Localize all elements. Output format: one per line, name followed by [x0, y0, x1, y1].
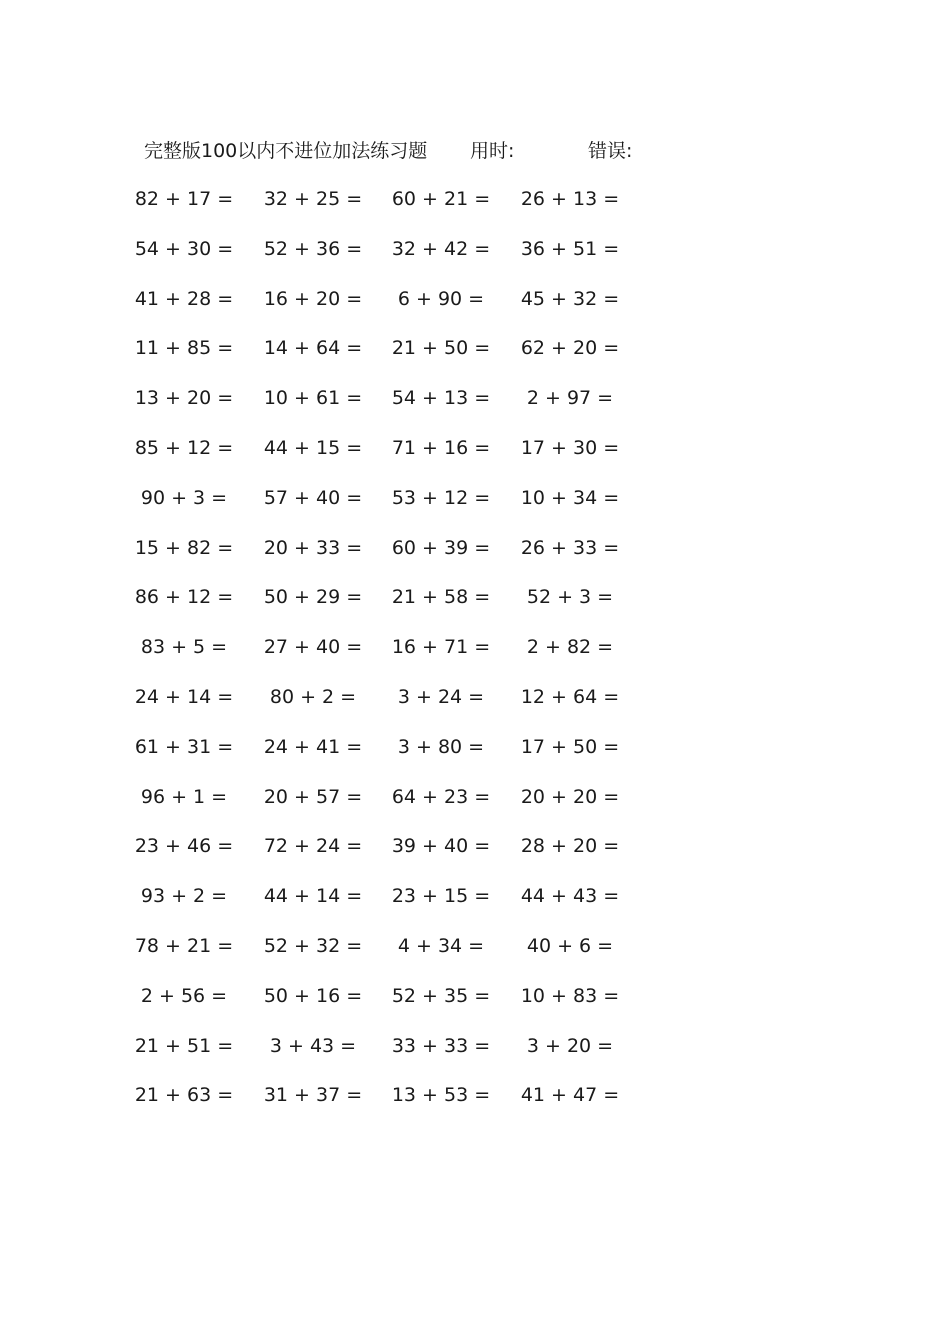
worksheet-title: 完整版100以内不进位加法练习题	[144, 140, 428, 162]
problem-cell: 17 + 50 =	[520, 735, 620, 758]
problem-cell: 15 + 82 =	[134, 536, 234, 559]
problem-cell: 85 + 12 =	[134, 436, 234, 459]
problem-cell: 13 + 20 =	[134, 387, 234, 410]
problem-row	[0, 533, 950, 583]
problem-cell: 57 + 40 =	[263, 486, 363, 509]
problem-cell: 61 + 31 =	[134, 735, 234, 758]
problem-cell: 90 + 3 =	[140, 486, 228, 509]
problem-cell: 50 + 29 =	[263, 586, 363, 609]
problem-row	[0, 981, 950, 1031]
problem-cell: 72 + 24 =	[263, 835, 363, 858]
problem-row	[0, 732, 950, 782]
problem-cell: 11 + 85 =	[134, 337, 234, 360]
problem-row	[0, 184, 950, 234]
problem-cell: 21 + 63 =	[134, 1084, 234, 1107]
problem-cell: 36 + 51 =	[520, 237, 620, 260]
problem-cell: 3 + 43 =	[269, 1034, 357, 1057]
problem-cell: 14 + 64 =	[263, 337, 363, 360]
problem-cell: 12 + 64 =	[520, 685, 620, 708]
problem-cell: 96 + 1 =	[140, 785, 228, 808]
problem-cell: 50 + 16 =	[263, 984, 363, 1007]
problem-cell: 23 + 15 =	[391, 885, 491, 908]
problem-cell: 40 + 6 =	[526, 934, 614, 957]
problem-cell: 26 + 33 =	[520, 536, 620, 559]
problem-cell: 10 + 34 =	[520, 486, 620, 509]
problem-cell: 60 + 21 =	[391, 188, 491, 210]
problem-cell: 52 + 3 =	[526, 586, 614, 609]
problem-cell: 20 + 57 =	[263, 785, 363, 808]
problem-cell: 21 + 50 =	[391, 337, 491, 360]
time-label: 用时:	[470, 140, 515, 162]
problem-cell: 39 + 40 =	[391, 835, 491, 858]
problem-cell: 44 + 43 =	[520, 885, 620, 908]
problem-cell: 71 + 16 =	[391, 436, 491, 459]
problem-cell: 23 + 46 =	[134, 835, 234, 858]
problem-row	[0, 483, 950, 533]
problem-cell: 41 + 28 =	[134, 287, 234, 310]
problem-cell: 52 + 36 =	[263, 237, 363, 260]
problem-cell: 2 + 97 =	[526, 387, 614, 410]
problem-row	[0, 782, 950, 832]
problem-cell: 44 + 14 =	[263, 885, 363, 908]
problem-cell: 3 + 80 =	[397, 735, 485, 758]
problem-cell: 21 + 51 =	[134, 1034, 234, 1057]
problem-row	[0, 1080, 950, 1130]
problem-cell: 3 + 20 =	[526, 1034, 614, 1057]
problem-cell: 80 + 2 =	[269, 685, 357, 708]
problem-cell: 41 + 47 =	[520, 1084, 620, 1107]
problem-cell: 53 + 12 =	[391, 486, 491, 509]
problem-cell: 83 + 5 =	[140, 636, 228, 659]
problem-row	[0, 333, 950, 383]
problem-cell: 60 + 39 =	[391, 536, 491, 559]
problem-row	[0, 931, 950, 981]
problem-cell: 32 + 42 =	[391, 237, 491, 260]
errors-label: 错误:	[588, 140, 633, 162]
problem-row	[0, 1031, 950, 1081]
problem-cell: 20 + 33 =	[263, 536, 363, 559]
problem-cell: 44 + 15 =	[263, 436, 363, 459]
problem-cell: 28 + 20 =	[520, 835, 620, 858]
problem-cell: 54 + 13 =	[391, 387, 491, 410]
problem-cell: 26 + 13 =	[520, 188, 620, 210]
problem-cell: 6 + 90 =	[397, 287, 485, 310]
problem-cell: 64 + 23 =	[391, 785, 491, 808]
problem-cell: 24 + 14 =	[134, 685, 234, 708]
problem-cell: 2 + 56 =	[140, 984, 228, 1007]
problem-row	[0, 682, 950, 732]
problem-grid	[0, 184, 950, 1130]
problem-cell: 82 + 17 =	[134, 188, 234, 210]
problem-cell: 31 + 37 =	[263, 1084, 363, 1107]
problem-cell: 54 + 30 =	[134, 237, 234, 260]
problem-cell: 10 + 61 =	[263, 387, 363, 410]
problem-cell: 86 + 12 =	[134, 586, 234, 609]
problem-row	[0, 582, 950, 632]
problem-row	[0, 881, 950, 931]
problem-cell: 33 + 33 =	[391, 1034, 491, 1057]
problem-cell: 93 + 2 =	[140, 885, 228, 908]
problem-cell: 20 + 20 =	[520, 785, 620, 808]
problem-cell: 10 + 83 =	[520, 984, 620, 1007]
problem-cell: 27 + 40 =	[263, 636, 363, 659]
problem-row	[0, 831, 950, 881]
problem-row	[0, 284, 950, 334]
problem-row	[0, 632, 950, 682]
problem-cell: 52 + 32 =	[263, 934, 363, 957]
problem-cell: 78 + 21 =	[134, 934, 234, 957]
problem-cell: 2 + 82 =	[526, 636, 614, 659]
problem-cell: 32 + 25 =	[263, 188, 363, 210]
problem-cell: 3 + 24 =	[397, 685, 485, 708]
problem-row	[0, 433, 950, 483]
problem-row	[0, 234, 950, 284]
problem-cell: 62 + 20 =	[520, 337, 620, 360]
problem-cell: 4 + 34 =	[397, 934, 485, 957]
problem-cell: 13 + 53 =	[391, 1084, 491, 1107]
problem-cell: 17 + 30 =	[520, 436, 620, 459]
problem-cell: 52 + 35 =	[391, 984, 491, 1007]
problem-row	[0, 383, 950, 433]
problem-cell: 45 + 32 =	[520, 287, 620, 310]
problem-cell: 16 + 20 =	[263, 287, 363, 310]
problem-cell: 21 + 58 =	[391, 586, 491, 609]
problem-cell: 24 + 41 =	[263, 735, 363, 758]
worksheet-header	[144, 136, 664, 166]
problem-cell: 16 + 71 =	[391, 636, 491, 659]
